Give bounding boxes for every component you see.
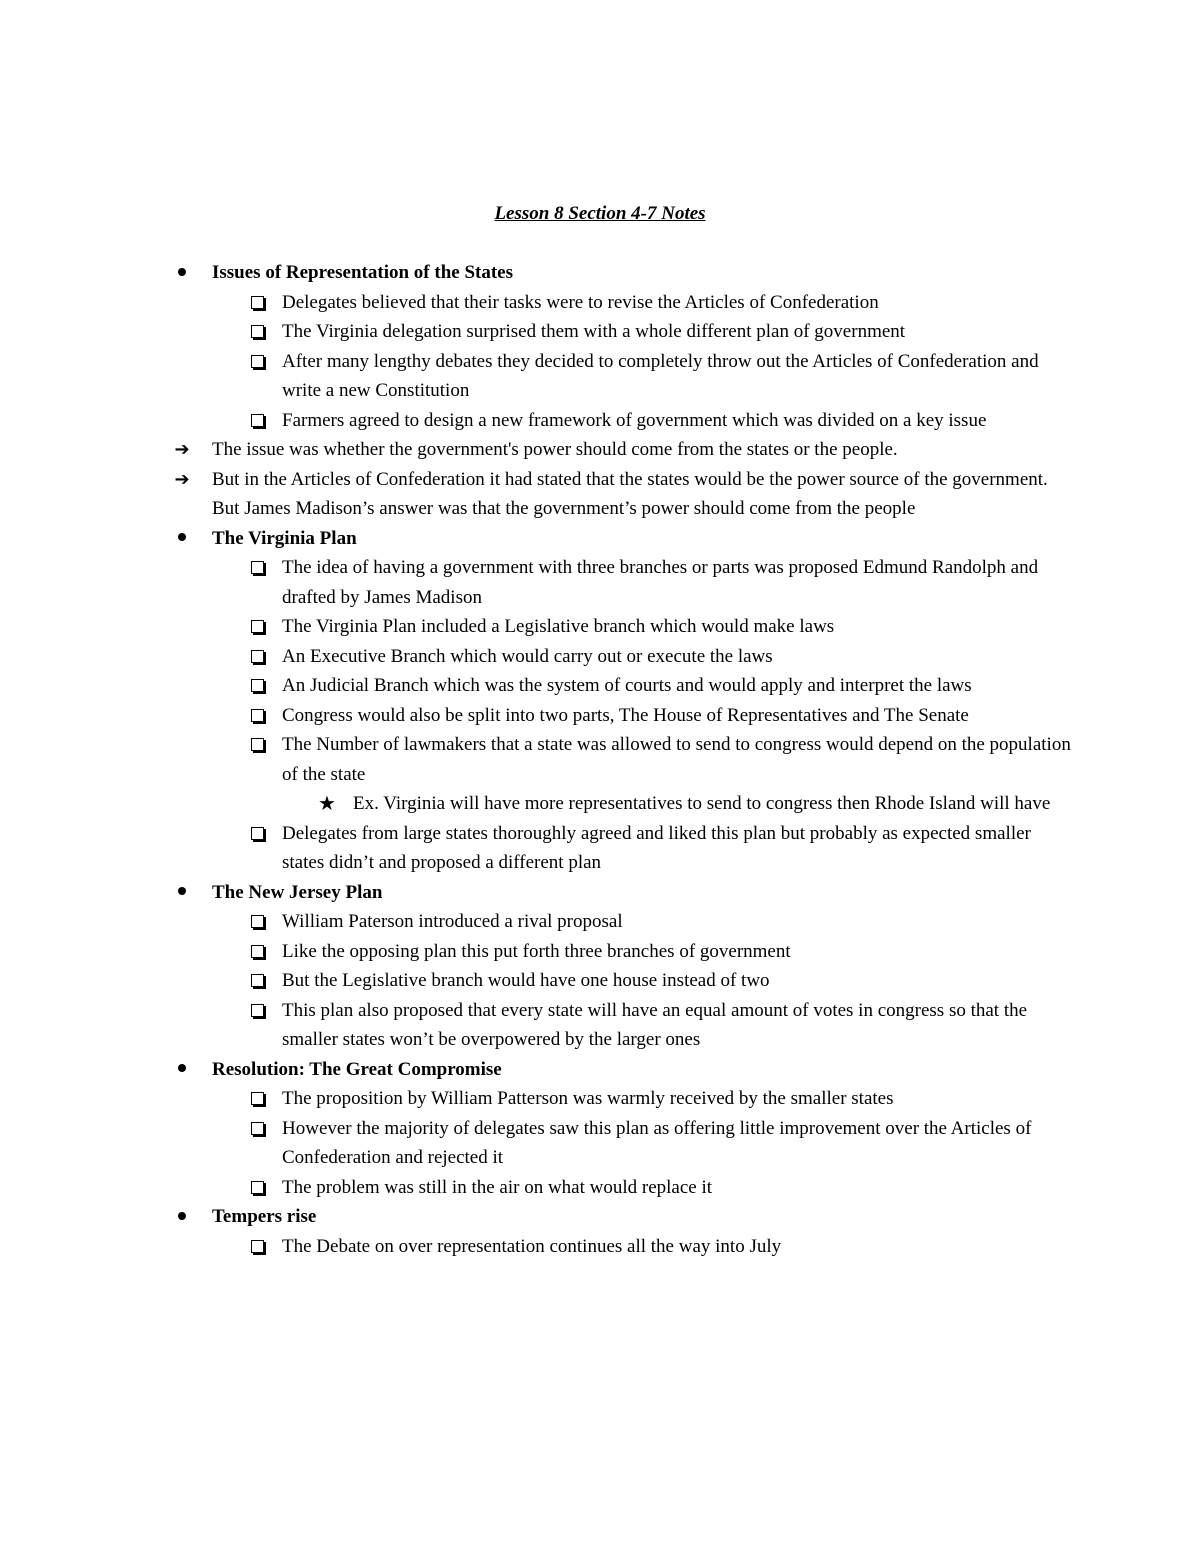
checkbox-bullet-icon [245, 1084, 269, 1114]
checkbox-bullet-icon [245, 819, 269, 849]
bullet-icon [170, 258, 194, 288]
checkbox-bullet-icon [245, 612, 269, 642]
checkbox-bullet-icon [245, 937, 269, 967]
list-item: After many lengthy debates they decided to completely throw out the Articles of Confederation and write a new Constitution [0, 347, 1200, 406]
bullet-icon [170, 524, 194, 554]
sub-list-item: ★ Ex. Virginia will have more representatives to send to congress then Rhode Island will have [0, 789, 1200, 819]
checkbox-bullet-icon [245, 553, 269, 583]
list-item: William Paterson introduced a rival proposal [0, 907, 1200, 937]
section-heading: The New Jersey Plan [0, 878, 1200, 908]
checkbox-bullet-icon [245, 1114, 269, 1144]
list-item: Delegates believed that their tasks were to revise the Articles of Confederation [0, 288, 1200, 318]
list-item: The Virginia delegation surprised them with a whole different plan of government [0, 317, 1200, 347]
arrow-item: ➔ But in the Articles of Confederation it had stated that the states would be the power source of the government. But James Madison’s answer was that the government’s power should come from the people [0, 465, 1200, 524]
list-item: However the majority of delegates saw this plan as offering little improvement over the Articles of Confederation and rejected it [0, 1114, 1200, 1173]
checkbox-bullet-icon [245, 730, 269, 760]
arrow-item: ➔ The issue was whether the government's power should come from the states or the people. [0, 435, 1200, 465]
section-heading: Tempers rise [0, 1202, 1200, 1232]
list-item: This plan also proposed that every state will have an equal amount of votes in congress so that the smaller states won’t be overpowered by the larger ones [0, 996, 1200, 1055]
list-item: Delegates from large states thoroughly agreed and liked this plan but probably as expected smaller states didn’t and proposed a different plan [0, 819, 1200, 878]
checkbox-bullet-icon [245, 406, 269, 436]
checkbox-bullet-icon [245, 347, 269, 377]
list-item: Farmers agreed to design a new framework of government which was divided on a key issue [0, 406, 1200, 436]
checkbox-bullet-icon [245, 996, 269, 1026]
checkbox-bullet-icon [245, 317, 269, 347]
list-item: The Debate on over representation continues all the way into July [0, 1232, 1200, 1262]
checkbox-bullet-icon [245, 288, 269, 318]
checkbox-bullet-icon [245, 1232, 269, 1262]
checkbox-bullet-icon [245, 1173, 269, 1203]
page-title: Lesson 8 Section 4-7 Notes [494, 203, 706, 224]
section-heading: The Virginia Plan [0, 524, 1200, 554]
list-item: The proposition by William Patterson was warmly received by the smaller states [0, 1084, 1200, 1114]
star-icon: ★ [318, 791, 336, 815]
list-item: Like the opposing plan this put forth three branches of government [0, 937, 1200, 967]
list-item: Congress would also be split into two parts, The House of Representatives and The Senate [0, 701, 1200, 731]
list-item: An Judicial Branch which was the system of courts and would apply and interpret the laws [0, 671, 1200, 701]
checkbox-bullet-icon [245, 966, 269, 996]
list-item: An Executive Branch which would carry out or execute the laws [0, 642, 1200, 672]
section-heading: Resolution: The Great Compromise [0, 1055, 1200, 1085]
list-item: The problem was still in the air on what would replace it [0, 1173, 1200, 1203]
notes-body [0, 258, 1200, 1261]
bullet-icon [170, 1202, 194, 1232]
checkbox-bullet-icon [245, 701, 269, 731]
list-item: The Number of lawmakers that a state was allowed to send to congress would depend on the population of the state [0, 730, 1200, 789]
list-item: The idea of having a government with three branches or parts was proposed Edmund Randolph and drafted by James Madison [0, 553, 1200, 612]
bullet-icon [170, 878, 194, 908]
checkbox-bullet-icon [245, 642, 269, 672]
arrow-right-icon: ➔ [174, 468, 190, 490]
checkbox-bullet-icon [245, 907, 269, 937]
section-heading: Issues of Representation of the States [0, 258, 1200, 288]
list-item: But the Legislative branch would have one house instead of two [0, 966, 1200, 996]
checkbox-bullet-icon [245, 671, 269, 701]
bullet-icon [170, 1055, 194, 1085]
list-item: The Virginia Plan included a Legislative branch which would make laws [0, 612, 1200, 642]
arrow-right-icon: ➔ [174, 439, 190, 460]
